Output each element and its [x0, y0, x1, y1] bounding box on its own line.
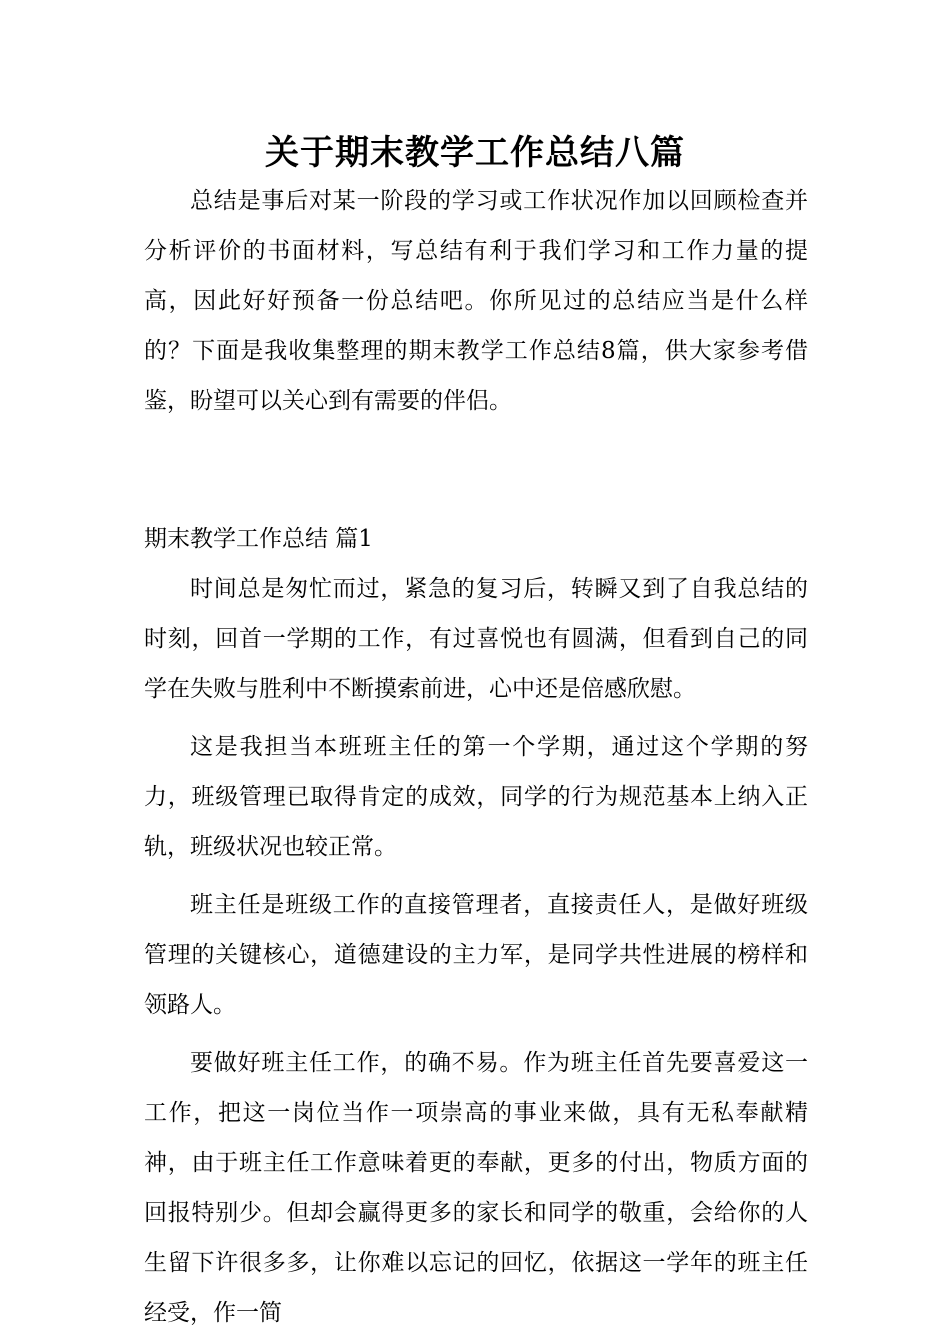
section-spacer	[144, 426, 808, 514]
body-paragraph: 这是我担当本班班主任的第一个学期，通过这个学期的努力，班级管理已取得肯定的成效，同学的行为规范基本上纳入正轨，班级状况也较正常。	[144, 734, 808, 860]
document-title: 关于期末教学工作总结八篇	[265, 133, 685, 173]
body-paragraph: 要做好班主任工作，的确不易。作为班主任首先要喜爱这一工作，把这一岗位当作一项崇高的事业来做，具有无私奉献精神，由于班主任工作意味着更的奉献，更多的付出，物质方面的回报特别少。但却会赢得更多的家长和同学的敬重，会给你的人生留下许很多多，让你难以忘记的回忆，依据这一学年的班主任经受，作一简	[144, 1050, 808, 1326]
paragraph-spacer	[144, 714, 808, 722]
body-paragraph: 时间总是匆忙而过，紧急的复习后，转瞬又到了自我总结的时刻，回首一学期的工作，有过喜悦也有圆满，但看到自己的同学在失败与胜利中不断摸索前进，心中还是倍感欣慰。	[144, 576, 808, 702]
paragraph-spacer	[144, 1030, 808, 1038]
section-heading: 期末教学工作总结 篇1	[144, 526, 373, 552]
document-body	[144, 176, 808, 1338]
body-paragraph: 班主任是班级工作的直接管理者，直接责任人，是做好班级管理的关键核心，道德建设的主力军，是同学共性进展的榜样和领路人。	[144, 892, 808, 1018]
intro-paragraph: 总结是事后对某一阶段的学习或工作状况作加以回顾检查并分析评价的书面材料，写总结有利于我们学习和工作力量的提高，因此好好预备一份总结吧。你所见过的总结应当是什么样的？下面是我收集整理的期末教学工作总结8篇，供大家参考借鉴，盼望可以关心到有需要的伴侣。	[144, 188, 808, 414]
paragraph-spacer	[144, 872, 808, 880]
